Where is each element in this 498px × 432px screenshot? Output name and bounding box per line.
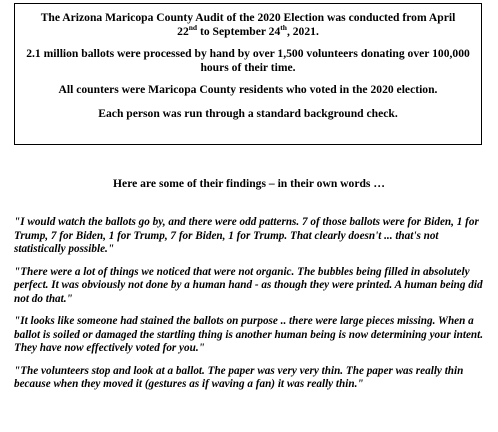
audit-dates-line1: The Arizona Maricopa County Audit of the 2020 Election was conducted from April bbox=[40, 11, 456, 24]
quotes-list bbox=[14, 216, 490, 401]
audit-dates-paragraph bbox=[25, 11, 471, 38]
ballots-processed-paragraph: 2.1 million ballots were processed by hand by over 1,500 volunteers donating over 100,000 hours of their time. bbox=[26, 47, 470, 74]
quote-not-organic: "There were a lot of things we noticed that were not organic. The bubbles being filled in absolutely perfect. It was obviously not done by a human hand - as though they were printed. A human being did not do that." bbox=[14, 265, 483, 305]
audit-start-day-suffix: nd bbox=[188, 22, 198, 32]
findings-intro: Here are some of their findings – in their own words … bbox=[113, 177, 385, 190]
quote-thin-paper: "The volunteers stop and look at a ballot. The paper was very very thin. The paper was really thin because when they moved it (gestures as if waving a fan) it was really thin." bbox=[14, 364, 464, 391]
audit-dates-end: , 2021. bbox=[286, 24, 319, 38]
counters-residents-paragraph: All counters were Maricopa County residents who voted in the 2020 election. bbox=[58, 83, 438, 97]
quote-stained-ballots: "It looks like someone had stained the ballots on purpose .. there were large pieces missing. When a ballot is soiled or damaged the startling thing is another human being is now determining your intent. They have now effectively voted for you." bbox=[14, 315, 484, 355]
audit-end-day-suffix: th bbox=[280, 22, 287, 32]
quote-odd-patterns: "I would watch the ballots go by, and there were odd patterns. 7 of those ballots were for Biden, 1 for Trump, 7 for Biden, 1 for Trump, 7 for Biden, 1 for Trump. That clearly doesn't ... that's not statistically possible." bbox=[14, 216, 479, 256]
audit-start-day: 22 bbox=[177, 24, 189, 38]
summary-box bbox=[14, 3, 482, 145]
audit-dates-mid: to September 24 bbox=[197, 24, 281, 38]
background-check-paragraph: Each person was run through a standard background check. bbox=[98, 106, 398, 120]
